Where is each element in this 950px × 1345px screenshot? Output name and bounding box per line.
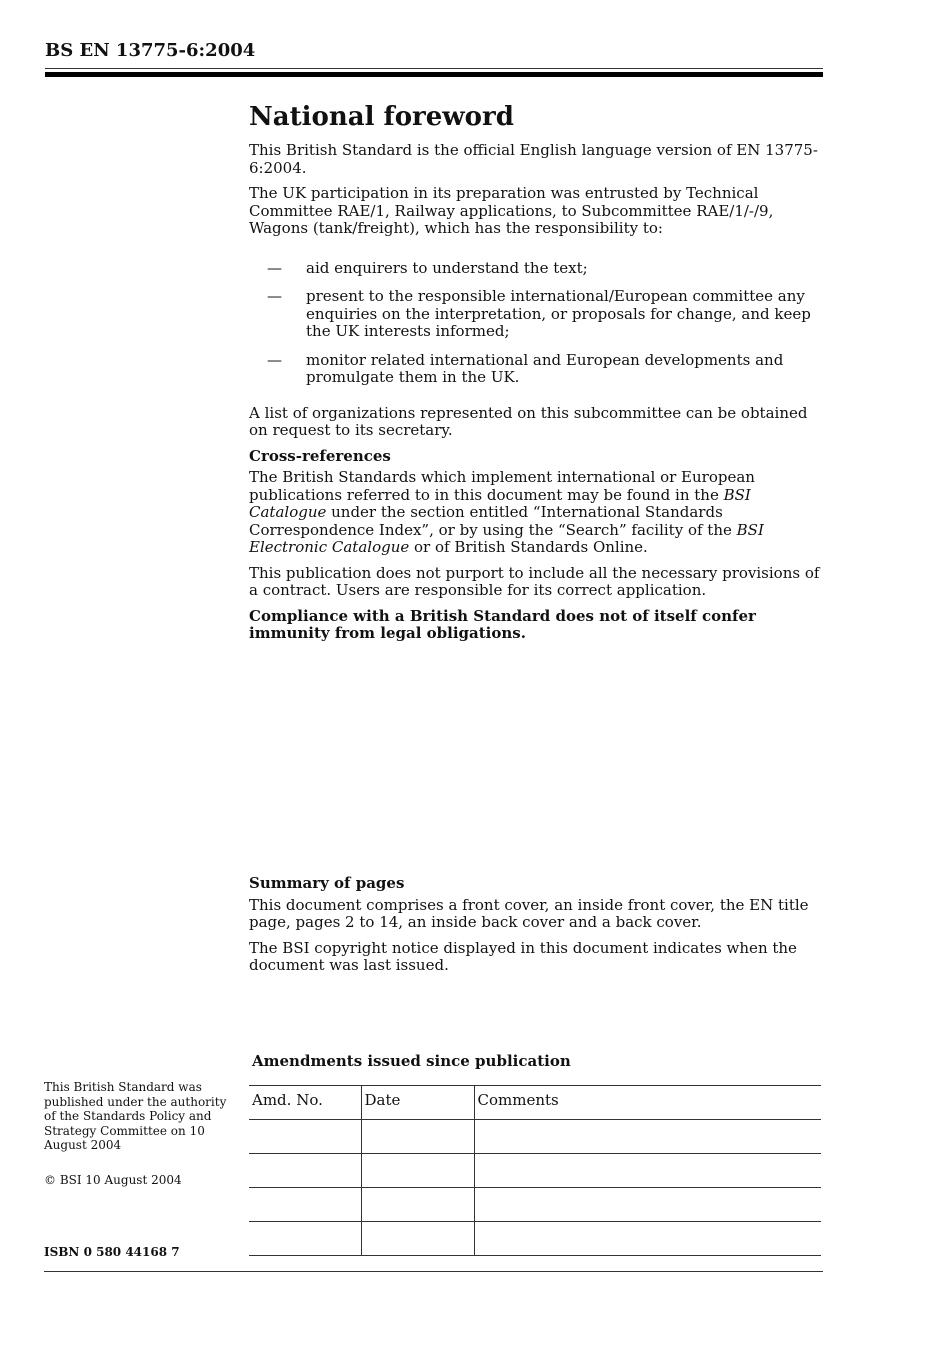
summary-heading: Summary of pages <box>249 874 405 892</box>
table-cell <box>249 1120 361 1154</box>
copyright-line: © BSI 10 August 2004 <box>44 1173 182 1187</box>
crossref-text-3: or of British Standards Online. <box>409 538 648 556</box>
table-cell <box>249 1222 361 1256</box>
table-cell <box>474 1188 821 1222</box>
list-item <box>249 352 829 387</box>
table-row <box>249 1154 821 1188</box>
summary-section <box>249 875 829 983</box>
table-cell <box>474 1120 821 1154</box>
column-header-comments: Comments <box>474 1086 821 1120</box>
bsi-catalogue-term: BSI Catalogue <box>249 485 751 521</box>
page-title: National foreword <box>249 102 514 132</box>
dash-bullet: — <box>267 258 282 277</box>
table-cell <box>361 1120 474 1154</box>
dash-bullet: — <box>267 287 282 305</box>
table-cell <box>361 1222 474 1256</box>
table-cell <box>249 1188 361 1222</box>
provisions-paragraph: This publication does not purport to include all the necessary provisions of a contract. Users are responsible for its correct application. <box>249 563 820 599</box>
participation-paragraph: The UK participation in its preparation was entrusted by Technical Committee RAE/1, Railway applications, to Subcommittee RAE/1/-/9, Wagons (tank/freight), which has the responsibility to: <box>249 184 774 237</box>
crossref-text-2: under the section entitled “International Standards Correspondence Index”, or by using the “Search” facility of the <box>249 503 737 539</box>
list-item-text: monitor related international and European developments and promulgate them in the UK. <box>306 350 784 386</box>
footer-rule <box>44 1271 823 1272</box>
responsibility-list <box>249 260 829 387</box>
table-cell <box>474 1222 821 1256</box>
crossref-text-1: The British Standards which implement international or European publications referred to in this document may be found in the <box>249 468 755 504</box>
table-row <box>249 1222 821 1256</box>
list-item <box>249 288 829 341</box>
table-cell <box>361 1154 474 1188</box>
summary-paragraph: This document comprises a front cover, an inside front cover, the EN title page, pages 2 to 14, an inside back cover and a back cover. <box>249 895 809 931</box>
column-header-amd-no: Amd. No. <box>249 1086 361 1120</box>
list-item-text: present to the responsible international/European committee any enquiries on the interpretation, or proposals for change, and keep the UK interests informed; <box>306 287 811 340</box>
header-rule-thick <box>45 72 823 77</box>
organizations-paragraph: A list of organizations represented on this subcommittee can be obtained on request to its secretary. <box>249 403 808 439</box>
table-row <box>249 1188 821 1222</box>
intro-paragraph: This British Standard is the official English language version of EN 13775-6:2004. <box>249 141 818 177</box>
dash-bullet: — <box>267 350 282 369</box>
table-row <box>249 1120 821 1154</box>
foreword-section <box>249 102 829 651</box>
copyright-notice-paragraph: The BSI copyright notice displayed in this document indicates when the document was last issued. <box>249 938 797 974</box>
compliance-statement: Compliance with a British Standard does not of itself confer immunity from legal obligations. <box>249 606 756 642</box>
isbn-number: ISBN 0 580 44168 7 <box>44 1245 180 1259</box>
amendments-table <box>249 1085 821 1256</box>
publication-note: This British Standard was published under the authority of the Standards Policy and Strategy Committee on 10 August 2004 <box>44 1080 227 1152</box>
header-rule-thin <box>45 68 823 69</box>
column-header-date: Date <box>361 1086 474 1120</box>
cross-references-paragraph <box>249 469 829 557</box>
document-id: BS EN 13775-6:2004 <box>45 40 256 61</box>
table-cell <box>249 1154 361 1188</box>
list-item <box>249 260 829 278</box>
table-header-row <box>249 1086 821 1120</box>
table-cell <box>474 1154 821 1188</box>
amendments-title: Amendments issued since publication <box>252 1052 571 1070</box>
list-item-text: aid enquirers to understand the text; <box>306 258 588 277</box>
bsi-electronic-catalogue-term: BSI Electronic Catalogue <box>249 520 764 556</box>
table-cell <box>361 1188 474 1222</box>
cross-references-heading: Cross-references <box>249 446 391 465</box>
